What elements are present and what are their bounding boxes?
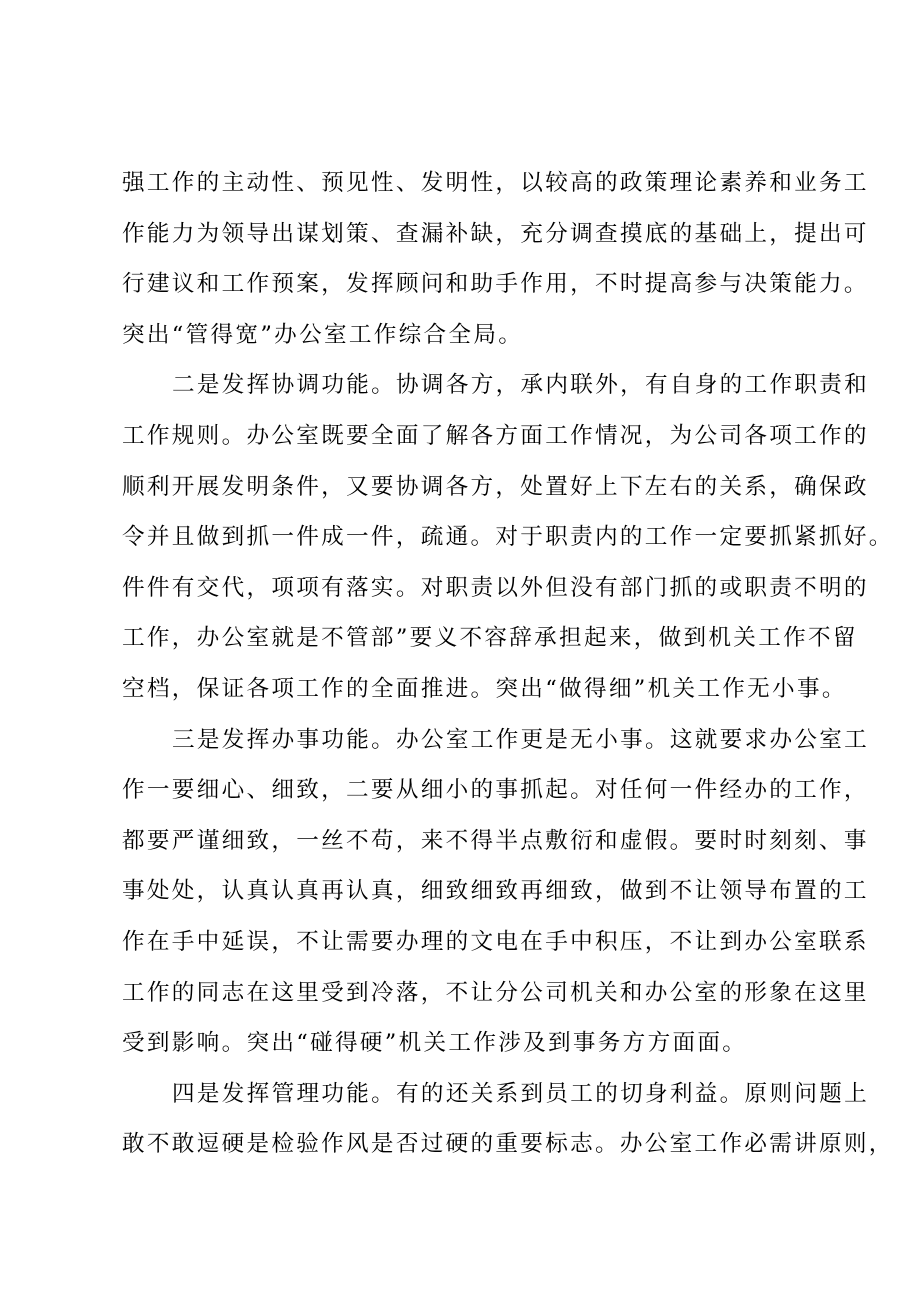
text-line: 都要严谨细致，一丝不苟，来不得半点敷衍和虚假。要时时刻刻、事 [122,827,869,854]
text-line: 行建议和工作预案，发挥顾问和助手作用，不时提高参与决策能力。 [122,271,869,298]
document-body [122,158,894,1170]
text-line: 件件有交代，项项有落实。对职责以外但没有部门抓的或职责不明的 [122,574,869,601]
paragraph-first-line: 三是发挥办事功能。办公室工作更是无小事。这就要求办公室工 [172,726,870,753]
text-line: 作在手中延误，不让需要办理的文电在手中积压，不让到办公室联系 [122,928,869,955]
text-line: 事处处，认真认真再认真，细致细致再细致，做到不让领导布置的工 [122,878,869,905]
text-line: 令并且做到抓一件成一件，疏通。对于职责内的工作一定要抓紧抓好。 [122,524,894,551]
paragraph-first-line: 二是发挥协调功能。协调各方，承内联外，有自身的工作职责和 [172,372,870,399]
text-line: 突出“管得宽”办公室工作综合全局。 [122,321,524,348]
text-line: 作能力为领导出谋划策、查漏补缺，充分调查摸底的基础上，提出可 [122,220,869,247]
text-line: 顺利开展发明条件，又要协调各方，处置好上下左右的关系，确保政 [122,473,869,500]
text-line: 强工作的主动性、预见性、发明性，以较高的政策理论素养和业务工 [122,170,869,196]
text-line: 工作，办公室就是不管部”要义不容辞承担起来，做到机关工作不留 [122,625,858,652]
text-line: 工作的同志在这里受到冷落，不让分公司机关和办公室的形象在这里 [122,979,869,1006]
text-line: 受到影响。突出“碰得硬”机关工作涉及到事务方方面面。 [122,1030,748,1057]
text-line: 作一要细心、细致，二要从细小的事抓起。对任何一件经办的工作， [122,777,869,804]
text-line: 工作规则。办公室既要全面了解各方面工作情况，为公司各项工作的 [122,422,869,449]
text-line: 敢不敢逗硬是检验作风是否过硬的重要标志。办公室工作必需讲原则， [122,1131,894,1158]
paragraph-first-line: 四是发挥管理功能。有的还关系到员工的切身利益。原则问题上 [172,1080,870,1107]
text-line: 空档，保证各项工作的全面推进。突出“做得细”机关工作无小事。 [122,675,847,702]
